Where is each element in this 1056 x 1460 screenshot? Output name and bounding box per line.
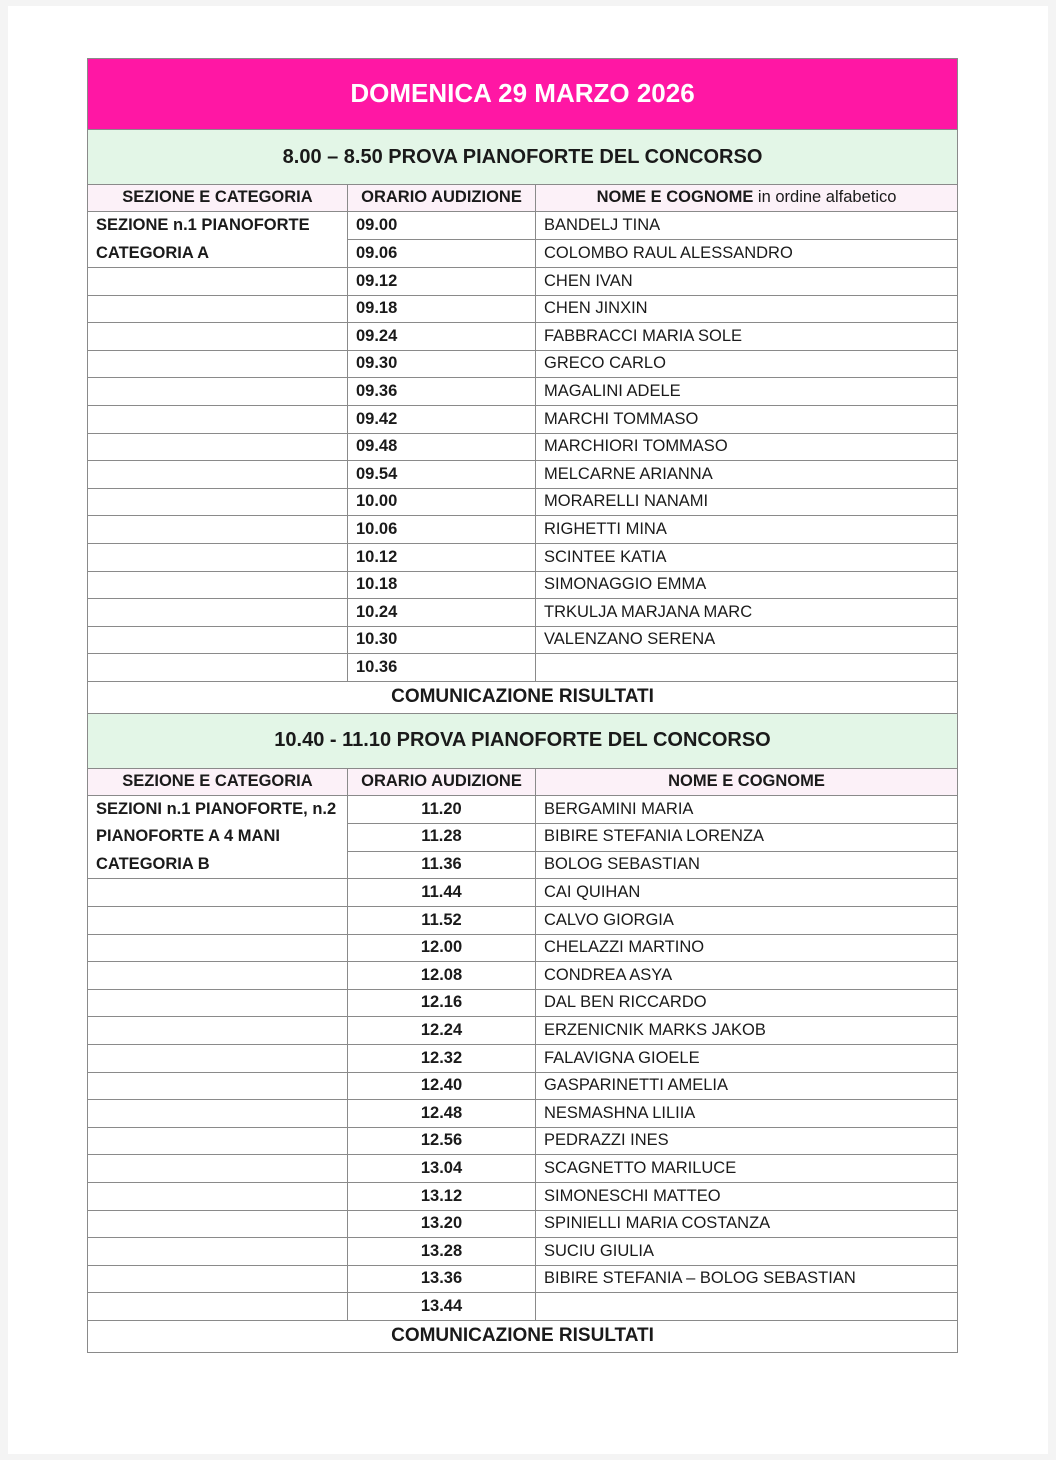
empty-section-cell [88, 907, 348, 935]
empty-section-cell [88, 543, 348, 571]
participant-name: MARCHI TOMMASO [536, 405, 958, 433]
empty-section-cell [88, 1238, 348, 1266]
empty-section-cell [88, 488, 348, 516]
category-line: CATEGORIA A [96, 243, 210, 262]
title-row [88, 59, 958, 130]
empty-section-cell [88, 1155, 348, 1183]
audition-time: 09.54 [348, 461, 536, 489]
table-row [88, 1293, 958, 1321]
block1-col-time: ORARIO AUDIZIONE [348, 185, 536, 212]
participant-name: CHEN IVAN [536, 268, 958, 296]
participant-name: CAI QUIHAN [536, 879, 958, 907]
participant-name: CONDREA ASYA [536, 962, 958, 990]
audition-time: 10.24 [348, 599, 536, 627]
table-row [88, 879, 958, 907]
audition-time: 09.06 [348, 240, 536, 268]
participant-name: CHELAZZI MARTINO [536, 934, 958, 962]
block2-header-row [88, 768, 958, 795]
participant-name: ERZENICNIK MARKS JAKOB [536, 1017, 958, 1045]
table-row [88, 962, 958, 990]
table-row [88, 1265, 958, 1293]
participant-name: BIBIRE STEFANIA LORENZA [536, 823, 958, 851]
table-row [88, 989, 958, 1017]
table-row [88, 795, 958, 823]
participant-name: CALVO GIORGIA [536, 907, 958, 935]
participant-name: SPINIELLI MARIA COSTANZA [536, 1210, 958, 1238]
table-row [88, 461, 958, 489]
table-row [88, 543, 958, 571]
participant-name: NESMASHNA LILIIA [536, 1100, 958, 1128]
audition-time: 12.00 [348, 934, 536, 962]
empty-section-cell [88, 962, 348, 990]
empty-section-cell [88, 405, 348, 433]
audition-time: 12.16 [348, 989, 536, 1017]
table-row [88, 626, 958, 654]
block2-rows [88, 795, 958, 1320]
audition-time: 13.20 [348, 1210, 536, 1238]
table-row [88, 212, 958, 240]
participant-name: SUCIU GIULIA [536, 1238, 958, 1266]
block2-heading: 10.40 - 11.10 PROVA PIANOFORTE DEL CONCORSO [88, 713, 958, 768]
empty-section-cell [88, 1100, 348, 1128]
category-line: PIANOFORTE A 4 MANI [96, 827, 280, 846]
participant-name: RIGHETTI MINA [536, 516, 958, 544]
participant-name: GRECO CARLO [536, 350, 958, 378]
participant-name: COLOMBO RAUL ALESSANDRO [536, 240, 958, 268]
empty-section-cell [88, 516, 348, 544]
audition-time: 11.20 [348, 795, 536, 823]
audition-time: 13.12 [348, 1182, 536, 1210]
audition-time: 09.30 [348, 350, 536, 378]
participant-name: SIMONESCHI MATTEO [536, 1182, 958, 1210]
audition-time: 13.44 [348, 1293, 536, 1321]
empty-section-cell [88, 433, 348, 461]
participant-name: BIBIRE STEFANIA – BOLOG SEBASTIAN [536, 1265, 958, 1293]
empty-section-cell [88, 1265, 348, 1293]
participant-name: VALENZANO SERENA [536, 626, 958, 654]
audition-time: 12.48 [348, 1100, 536, 1128]
empty-section-cell [88, 1072, 348, 1100]
audition-time: 13.04 [348, 1155, 536, 1183]
audition-time: 10.36 [348, 654, 536, 682]
participant-name [536, 1293, 958, 1321]
table-row [88, 488, 958, 516]
empty-section-cell [88, 626, 348, 654]
audition-time: 13.36 [348, 1265, 536, 1293]
empty-section-cell [88, 323, 348, 351]
audition-time: 10.00 [348, 488, 536, 516]
table-row [88, 516, 958, 544]
table-row [88, 654, 958, 682]
audition-time: 12.08 [348, 962, 536, 990]
block1-header-row [88, 185, 958, 212]
empty-section-cell [88, 654, 348, 682]
block1-results-row [88, 681, 958, 713]
block2-results-row [88, 1320, 958, 1352]
empty-section-cell [88, 1044, 348, 1072]
empty-section-cell [88, 1210, 348, 1238]
category-line: SEZIONI n.1 PIANOFORTE, n.2 [96, 799, 337, 818]
audition-time: 11.44 [348, 879, 536, 907]
table-row [88, 1182, 958, 1210]
table-row [88, 350, 958, 378]
empty-section-cell [88, 571, 348, 599]
block2-category-cell [88, 795, 348, 879]
block2-heading-row [88, 713, 958, 768]
empty-section-cell [88, 1017, 348, 1045]
audition-time: 11.36 [348, 851, 536, 879]
empty-section-cell [88, 350, 348, 378]
audition-time: 10.30 [348, 626, 536, 654]
block2-col-name: NOME E COGNOME [536, 768, 958, 795]
block2-results: COMUNICAZIONE RISULTATI [88, 1320, 958, 1352]
category-line: SEZIONE n.1 PIANOFORTE [96, 216, 310, 234]
empty-section-cell [88, 989, 348, 1017]
block2-col-time: ORARIO AUDIZIONE [348, 768, 536, 795]
table-row [88, 1127, 958, 1155]
audition-time: 11.28 [348, 823, 536, 851]
audition-time: 09.36 [348, 378, 536, 406]
empty-section-cell [88, 268, 348, 296]
table-row [88, 405, 958, 433]
participant-name: SIMONAGGIO EMMA [536, 571, 958, 599]
audition-time: 12.40 [348, 1072, 536, 1100]
table-row [88, 934, 958, 962]
participant-name: MAGALINI ADELE [536, 378, 958, 406]
participant-name: BOLOG SEBASTIAN [536, 851, 958, 879]
block1-category-cell [88, 212, 348, 268]
participant-name: TRKULJA MARJANA MARC [536, 599, 958, 627]
audition-time: 12.24 [348, 1017, 536, 1045]
block1-col-name: NOME E COGNOME in ordine alfabetico [536, 185, 958, 212]
block1-rows [88, 212, 958, 682]
empty-section-cell [88, 879, 348, 907]
audition-time: 09.18 [348, 295, 536, 323]
page-title: DOMENICA 29 MARZO 2026 [88, 59, 958, 130]
block1-heading: 8.00 – 8.50 PROVA PIANOFORTE DEL CONCORSO [88, 130, 958, 185]
table-row [88, 907, 958, 935]
table-row [88, 1017, 958, 1045]
audition-time: 09.42 [348, 405, 536, 433]
audition-time: 13.28 [348, 1238, 536, 1266]
table-row [88, 1044, 958, 1072]
participant-name: FABBRACCI MARIA SOLE [536, 323, 958, 351]
participant-name: MORARELLI NANAMI [536, 488, 958, 516]
audition-time: 12.56 [348, 1127, 536, 1155]
participant-name: GASPARINETTI AMELIA [536, 1072, 958, 1100]
audition-time: 10.18 [348, 571, 536, 599]
table-row [88, 378, 958, 406]
participant-name: SCINTEE KATIA [536, 543, 958, 571]
block1-results: COMUNICAZIONE RISULTATI [88, 681, 958, 713]
table-row [88, 1072, 958, 1100]
participant-name: BANDELJ TINA [536, 212, 958, 240]
audition-time: 12.32 [348, 1044, 536, 1072]
participant-name: BERGAMINI MARIA [536, 795, 958, 823]
audition-time: 10.06 [348, 516, 536, 544]
table-row [88, 295, 958, 323]
participant-name: SCAGNETTO MARILUCE [536, 1155, 958, 1183]
audition-time: 10.12 [348, 543, 536, 571]
block2-col-section: SEZIONE E CATEGORIA [88, 768, 348, 795]
participant-name: MARCHIORI TOMMASO [536, 433, 958, 461]
participant-name: MELCARNE ARIANNA [536, 461, 958, 489]
table-row [88, 1210, 958, 1238]
table-row [88, 1155, 958, 1183]
schedule-table [87, 58, 958, 1353]
empty-section-cell [88, 1182, 348, 1210]
participant-name: DAL BEN RICCARDO [536, 989, 958, 1017]
table-row [88, 571, 958, 599]
empty-section-cell [88, 599, 348, 627]
audition-time: 09.12 [348, 268, 536, 296]
audition-time: 11.52 [348, 907, 536, 935]
audition-time: 09.48 [348, 433, 536, 461]
table-row [88, 599, 958, 627]
participant-name: PEDRAZZI INES [536, 1127, 958, 1155]
table-row [88, 323, 958, 351]
block1-heading-row [88, 130, 958, 185]
audition-time: 09.00 [348, 212, 536, 240]
category-line: CATEGORIA B [96, 854, 210, 873]
participant-name: CHEN JINXIN [536, 295, 958, 323]
table-row [88, 433, 958, 461]
table-row [88, 1100, 958, 1128]
empty-section-cell [88, 1293, 348, 1321]
table-row [88, 1238, 958, 1266]
empty-section-cell [88, 378, 348, 406]
audition-time: 09.24 [348, 323, 536, 351]
empty-section-cell [88, 461, 348, 489]
table-row [88, 268, 958, 296]
empty-section-cell [88, 934, 348, 962]
empty-section-cell [88, 295, 348, 323]
empty-section-cell [88, 1127, 348, 1155]
block1-col-section: SEZIONE E CATEGORIA [88, 185, 348, 212]
participant-name: FALAVIGNA GIOELE [536, 1044, 958, 1072]
participant-name [536, 654, 958, 682]
